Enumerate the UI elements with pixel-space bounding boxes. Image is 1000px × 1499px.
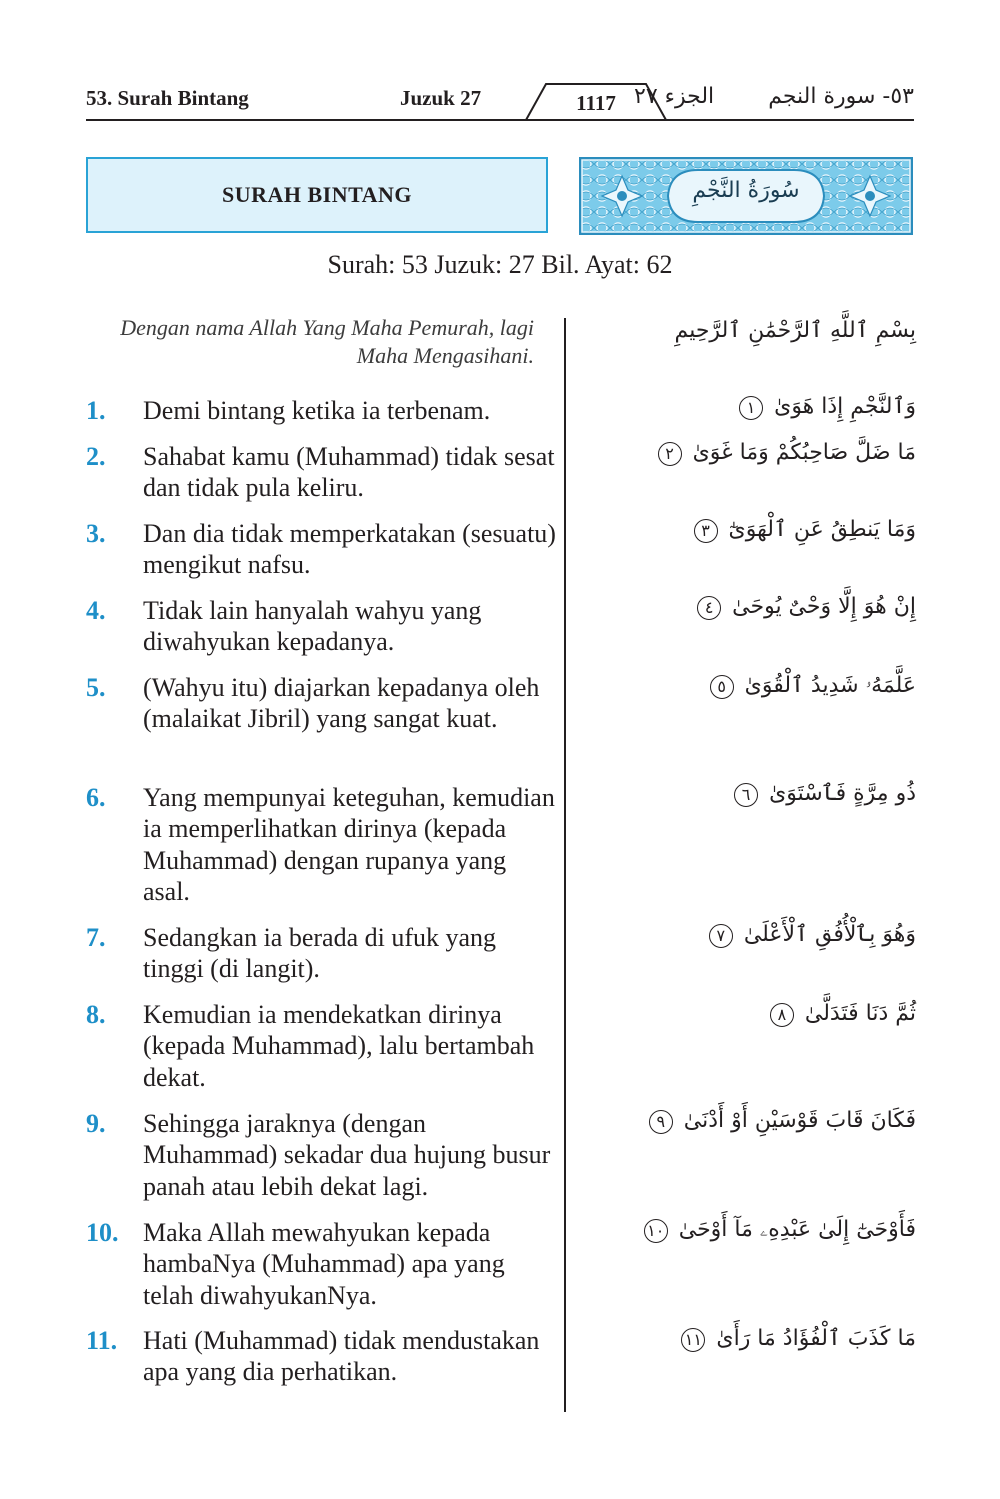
verse-number: 4. [86,596,106,625]
verse-9-arabic [586,1106,916,1136]
verse-translation: Kemudian ia mendekatkan dirinya (kepada Muhammad), lalu bertambah dekat. [143,1000,535,1092]
arabic-text: ذُو مِرَّةٍ فَٱسْتَوَىٰ [769,781,916,806]
arabic-text: مَا كَذَبَ ٱلْفُؤَادُ مَا رَأَىٰ [716,1326,916,1351]
verse-2-arabic [586,438,916,468]
arabic-text: فَكَانَ قَابَ قَوْسَيْنِ أَوْ أَدْنَىٰ [683,1108,916,1133]
verse-11-arabic [586,1324,916,1354]
verse-translation: Hati (Muhammad) tidak mendustakan apa yang dia perhatikan. [143,1326,540,1387]
verse-number: 6. [86,783,106,812]
arabic-text: وَمَا يَنطِقُ عَنِ ٱلْهَوَىٰٓ [728,517,916,542]
header-surah-arabic: ٥٣- سورة النجم [768,84,914,109]
verse-number: 5. [86,673,106,702]
arabic-title-ornament [578,156,914,236]
verse-translation: Tidak lain hanyalah wahyu yang diwahyukan kepadanya. [143,596,482,657]
column-divider [564,318,566,1412]
arabic-text: مَا ضَلَّ صَاحِبُكُمْ وَمَا غَوَىٰ [692,440,916,465]
arabic-text: وَٱلنَّجْمِ إِذَا هَوَىٰ [774,394,916,419]
verse-7-arabic [586,920,916,950]
verse-3-arabic [586,515,916,545]
verse-5-arabic [586,671,916,701]
verse-number: 8. [86,1000,106,1029]
verse-number: 9. [86,1109,106,1138]
ayah-end-marker: ١ [739,396,763,420]
surah-title: SURAH BINTANG [221,182,413,207]
arabic-text: وَهُوَ بِٱلْأُفُقِ ٱلْأَعْلَىٰ [743,922,916,947]
ayah-end-marker: ٥ [710,675,734,699]
arabic-text: ثُمَّ دَنَا فَتَدَلَّىٰ [804,1001,916,1026]
verse-translation: Sedangkan ia berada di ufuk yang tinggi (di langit). [143,923,497,984]
ayah-end-marker: ٣ [694,519,718,543]
header-juz-arabic: الجزء ٢٧ [634,84,715,109]
verse-translation: Sahabat kamu (Muhammad) tidak sesat dan tidak pula keliru. [143,442,555,503]
basmalah-arabic: بِسْمِ ٱللَّهِ ٱلرَّحْمَٰنِ ٱلرَّحِيمِ [674,318,916,343]
basmalah-translation: Dengan nama Allah Yang Maha Pemurah, lagi Maha Mengasihani. [120,315,534,368]
ayah-end-marker: ١٠ [644,1219,668,1243]
verse-6-arabic [586,779,916,809]
ayah-end-marker: ٤ [697,596,721,620]
verse-4-arabic [586,592,916,622]
verse-translation: Yang mempunyai keteguhan, kemudian ia memperlihatkan dirinya (kepada Muhammad) dengan rupanya yang asal. [143,783,555,906]
ayah-end-marker: ٩ [649,1110,673,1134]
verse-number: 7. [86,923,106,952]
verse-translation: Dan dia tidak memperkatakan (sesuatu) mengikut nafsu. [143,519,556,580]
header-rule [86,119,914,121]
verse-translation: Maka Allah mewahyukan kepada hambaNya (Muhammad) apa yang telah diwahyukanNya. [143,1218,505,1310]
ayah-end-marker: ٦ [734,783,758,807]
verse-number: 11. [86,1326,118,1355]
page-header [86,78,914,122]
ayah-end-marker: ٧ [709,924,733,948]
ayah-end-marker: ٨ [770,1003,794,1027]
surah-title-box [86,157,548,233]
verse-translation: Demi bintang ketika ia terbenam. [143,396,491,425]
header-surah-name: 53. Surah Bintang [86,86,249,110]
verse-1-arabic [586,392,916,422]
verse-number: 10. [86,1218,119,1247]
verse-10-arabic [586,1215,916,1245]
verse-number: 1. [86,396,106,425]
verse-number: 3. [86,519,106,548]
verse-translation: Sehingga jaraknya (dengan Muhammad) sekadar dua hujung busur panah atau lebih dekat lagi. [143,1109,551,1201]
header-juz: Juzuk 27 [400,86,482,110]
arabic-text: إِنْ هُوَ إِلَّا وَحْىٌ يُوحَىٰ [732,594,916,619]
arabic-text: عَلَّمَهُۥ شَدِيدُ ٱلْقُوَىٰ [744,673,916,698]
arabic-text: فَأَوْحَىٰٓ إِلَىٰ عَبْدِهِۦ مَآ أَوْحَىٰ [678,1217,916,1242]
ayah-end-marker: ١١ [681,1328,705,1352]
verse-translation: (Wahyu itu) diajarkan kepadanya oleh (malaikat Jibril) yang sangat kuat. [143,673,540,734]
verse-number: 2. [86,442,106,471]
verse-8-arabic [586,999,916,1029]
ayah-end-marker: ٢ [658,442,682,466]
arabic-surah-title: سُورَةُ النَّجْمِ [692,178,800,203]
page-number: 1117 [576,91,616,115]
surah-info: Surah: 53 Juzuk: 27 Bil. Ayat: 62 [327,250,673,279]
